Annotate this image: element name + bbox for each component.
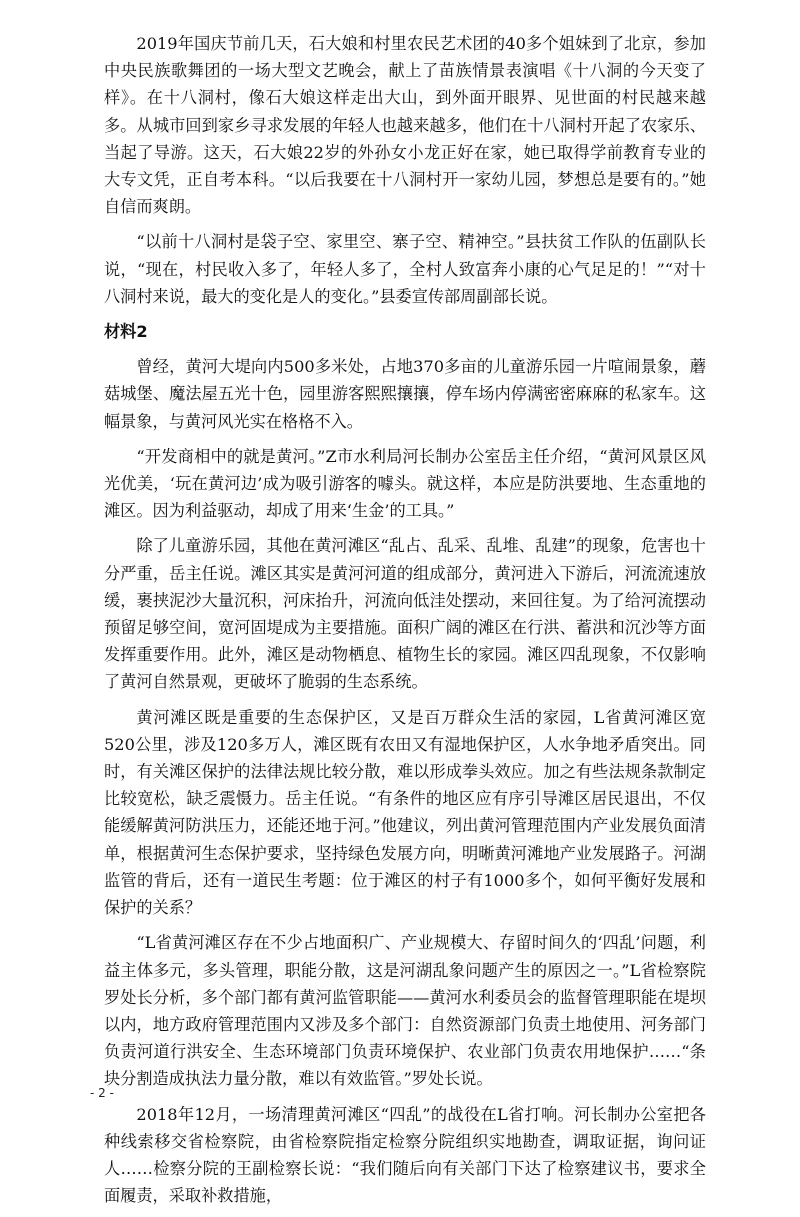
- section-paragraph-6: 2018年12月，一场清理黄河滩区“四乱”的战役在L省打响。河长制办公室把各种线索移交省检察院，由省检察院指定检察分院组织实地勘查，调取证据，询问证人……检察分院的王副检察长说：“我们随后向有关部门下达了检察建议书，要求全面履责，采取补救措施，: [104, 1104, 706, 1206]
- section-paragraph-1: 曾经，黄河大堤向内500多米处，占地370多亩的儿童游乐园一片喧闹景象，蘑菇城堡、魔法屋五光十色，园里游客熙熙攘攘，停车场内停满密密麻麻的私家车。这幅景象，与黄河风光实在格格不入。: [104, 357, 706, 431]
- document-body: [104, 30, 706, 1217]
- section-paragraph-5: “L省黄河滩区存在不少占地面积广、产业规模大、存留时间久的‘四乱’问题，利益主体多元，多头管理，职能分散，这是河湖乱象问题产生的原因之一。”L省检察院罗处长分析，多个部门都有黄河监管职能——黄河水利委员会的监督管理职能在堤坝以内，地方政府管理范围内又涉及多个部门：自然资源部门负责土地使用、河务部门负责河道行洪安全、生态环境部门负责环境保护、农业部门负责农用地保护……“条块分割造成执法力量分散，难以有效监管。”罗处长说。: [104, 933, 706, 1089]
- section-paragraph-4: 黄河滩区既是重要的生态保护区，又是百万群众生活的家园，L省黄河滩区宽520公里，涉及120多万人，滩区既有农田又有湿地保护区，人水争地矛盾突出。同时，有关滩区保护的法律法规比较分散，难以形成拳头效应。加之有些法规条款制定比较宽松，缺乏震慑力。岳主任说。“有条件的地区应有序引导滩区居民退出，不仅能缓解黄河防洪压力，还能还地于河。”他建议，列出黄河管理范围内产业发展负面清单，根据黄河生态保护要求，坚持绿色发展方向，明晰黄河滩地产业发展路子。河湖监管的背后，还有一道民生考题：位于滩区的村子有1000多个，如何平衡好发展和保护的关系？: [104, 707, 706, 918]
- section-paragraph-2: “开发商相中的就是黄河。”Z市水利局河长制办公室岳主任介绍，“黄河风景区风光优美，‘玩在黄河边’成为吸引游客的噱头。就这样，本应是防洪要地、生态重地的滩区。因为利益驱动，却成了用来‘生金’的工具。”: [104, 446, 706, 521]
- section-paragraph-3: 除了儿童游乐园，其他在黄河滩区“乱占、乱采、乱堆、乱建”的现象，危害也十分严重，岳主任说。滩区其实是黄河河道的组成部分，黄河进入下游后，河流流速放缓，裹挟泥沙大量沉积，河床抬升，河流向低洼处摆动，来回往复。为了给河流摆动预留足够空间，宽河固堤成为主要措施。面积广阔的滩区在行洪、蓄洪和沉沙等方面发挥重要作用。此外，滩区是动物栖息、植物生长的家园。滩区四乱现象，不仅影响了黄河自然景观，更破坏了脆弱的生态系统。: [104, 536, 706, 692]
- paragraph-1: 2019年国庆节前几天，石大娘和村里农民艺术团的40多个姐妹到了北京，参加中央民族歌舞团的一场大型文艺晚会，献上了苗族情景表演唱《十八洞的今天变了样》。在十八洞村，像石大娘这样走出大山，到外面开眼界、见世面的村民越来越多。从城市回到家乡寻求发展的年轻人也越来越多，他们在十八洞村开起了农家乐、当起了导游。这天，石大娘22岁的外孙女小龙正好在家，她已取得学前教育专业的大专文凭，正自考本科。“以后我要在十八洞村开一家幼儿园，梦想总是要有的。”她自信而爽朗。: [104, 34, 706, 217]
- section-heading: 材料2: [104, 322, 148, 342]
- paragraph-2: “以前十八洞村是袋子空、家里空、寨子空、精神空。”县扶贫工作队的伍副队长说，“现在，村民收入多了，年轻人多了，全村人致富奔小康的心气足足的！”“对十八洞村来说，最大的变化是人的变化。”县委宣传部周副部长说。: [104, 232, 706, 306]
- page-number: - 2 -: [90, 1086, 114, 1100]
